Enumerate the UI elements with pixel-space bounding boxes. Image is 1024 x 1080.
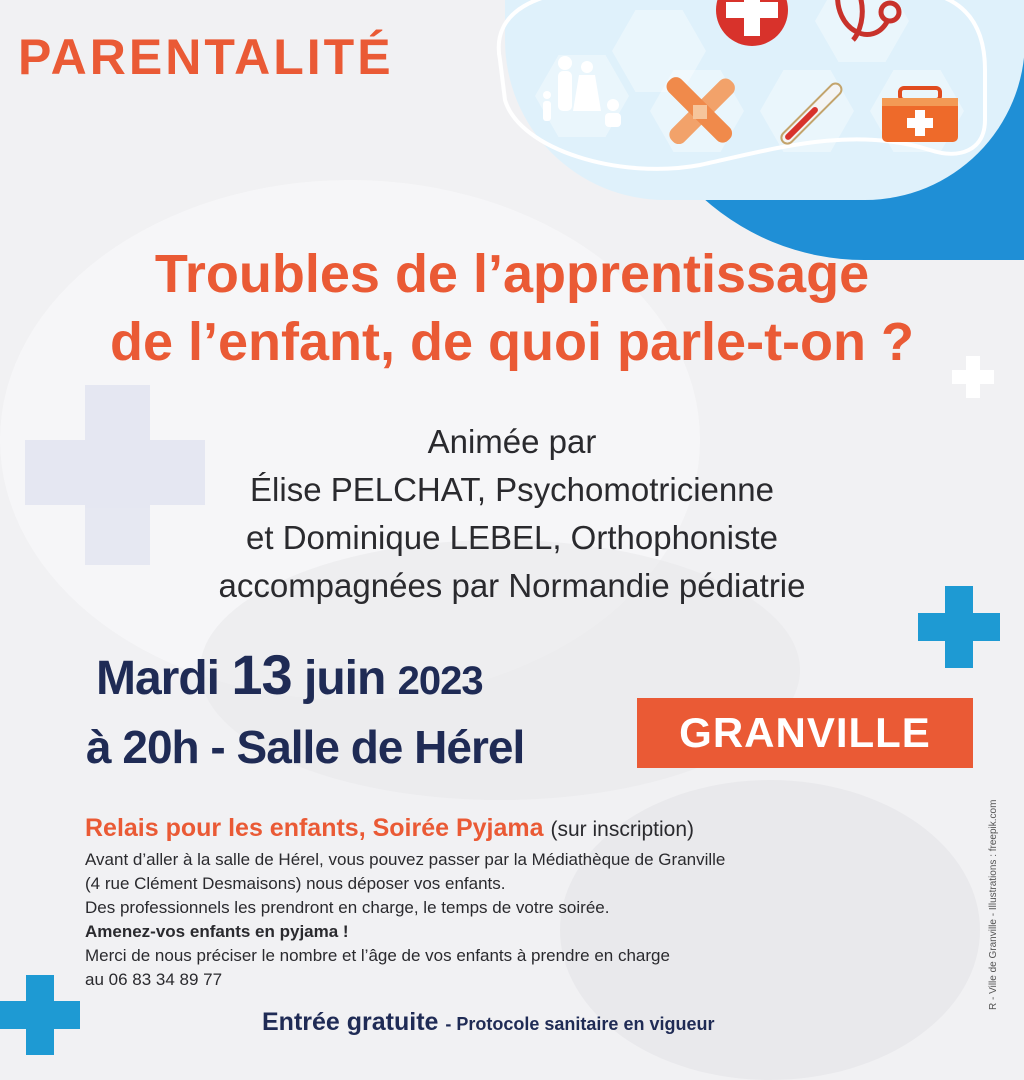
relais-line: Merci de nous préciser le nombre et l’âge de vos enfants à prendre en charge xyxy=(85,946,670,965)
phone-number: au 06 83 34 89 77 xyxy=(85,970,223,989)
decorative-cross xyxy=(0,975,80,1055)
event-title-line: Troubles de l’apprentissage xyxy=(154,244,870,304)
relais-note: (sur inscription) xyxy=(550,818,695,841)
speakers-line: Animée par xyxy=(427,423,597,460)
event-date xyxy=(96,642,483,707)
relais-line: (4 rue Clément Desmaisons) nous déposer vos enfants. xyxy=(85,874,506,893)
event-title-line: de l’enfant, de quoi parle-t-on ? xyxy=(110,312,914,372)
relais-title: Relais pour les enfants, Soirée Pyjama xyxy=(85,814,544,842)
speakers-block xyxy=(0,418,1024,610)
medical-cross-icon xyxy=(712,0,792,50)
speakers-line: accompagnées par Normandie pédiatrie xyxy=(218,567,806,604)
speakers-line: Élise PELCHAT, Psychomotricienne xyxy=(250,471,774,508)
event-month: juin xyxy=(304,652,386,705)
thermometer-icon xyxy=(770,75,850,155)
bandage-icon xyxy=(660,72,740,152)
event-date-number: 13 xyxy=(231,643,292,706)
event-day: Mardi xyxy=(96,652,220,705)
speakers-line: et Dominique LEBEL, Orthophoniste xyxy=(246,519,778,556)
category-label: PARENTALITÉ xyxy=(18,29,394,85)
relais-line: Avant d’aller à la salle de Hérel, vous pouvez passer par la Médiathèque de Granville xyxy=(85,850,726,869)
credit-text: R - Ville de Granville - Illustrations : freepik.com xyxy=(988,799,999,1010)
footer-label: Entrée gratuite xyxy=(262,1008,439,1036)
city-badge: GRANVILLE xyxy=(637,698,973,768)
event-time-place: à 20h - Salle de Hérel xyxy=(86,721,525,773)
event-year: 2023 xyxy=(397,659,483,703)
relais-line: Amenez-vos enfants en pyjama ! xyxy=(85,922,349,941)
relais-heading xyxy=(85,814,694,843)
footer-note: - Protocole sanitaire en vigueur xyxy=(445,1014,715,1034)
relais-details xyxy=(85,848,885,992)
footer-entry xyxy=(262,1008,714,1037)
stethoscope-icon xyxy=(828,0,908,60)
first-aid-kit-icon xyxy=(880,88,960,148)
event-title xyxy=(0,240,1024,376)
relais-line: Des professionnels les prendront en charge, le temps de votre soirée. xyxy=(85,898,610,917)
family-icon xyxy=(535,55,625,135)
